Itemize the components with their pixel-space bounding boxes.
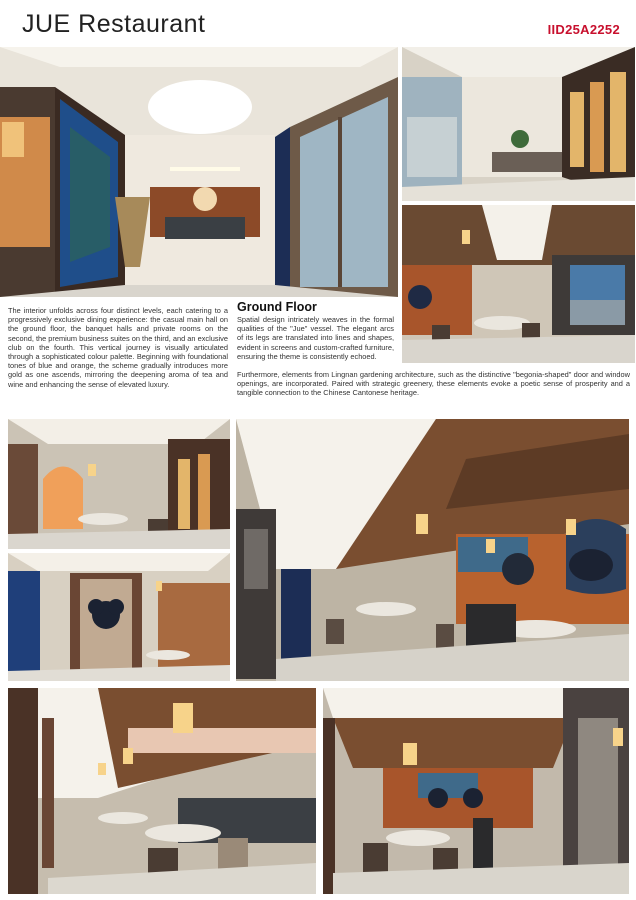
photo-main-hall xyxy=(236,419,629,681)
photo-arched-dining xyxy=(8,419,230,549)
intro-paragraph: The interior unfolds across four distinct levels, each catering to a progressively exclusive dining experience: the casual main hall on the ground floor, the banquet halls and private rooms on the second, the premium business suites on the third, and an exclusive club on the fourth. This vertical journey is visually articulated through a sophisticated colour palette. Beginning with foundational tones of blue and orange, the scheme gradually introduces more gold as one ascends, mirroring the deepening aroma of tea and wine and enhancing the sense of elevated luxury. xyxy=(8,306,228,389)
photo-dining-screen xyxy=(402,205,635,363)
page-title: JUE Restaurant xyxy=(22,10,206,38)
ground-floor-paragraph-2: Furthermore, elements from Lingnan gardening architecture, such as the distinctive "begonia-shaped" door and window openings, are incorporated. Paired with strategic greenery, these elements evoke a poetic sense of prosperity and a tangible connection to the Chinese Cantonese heritage. xyxy=(237,370,630,398)
photo-entrance-hall xyxy=(0,47,398,297)
photo-dining-view xyxy=(323,688,629,894)
ground-floor-paragraph-1: Spatial design intricately weaves in the formal qualities of the "Jue" vessel. The elegant arcs of its legs are translated into lines and shapes, evident in screens and custom-crafted furniture, ensuring the theme is consistently echoed. xyxy=(237,315,394,361)
photo-dining-lanterns xyxy=(8,688,316,894)
photo-display-corridor xyxy=(402,47,635,201)
project-code: IID25A2252 xyxy=(547,22,620,37)
ground-floor-heading: Ground Floor xyxy=(237,300,317,314)
photo-begonia-screen xyxy=(8,553,230,681)
